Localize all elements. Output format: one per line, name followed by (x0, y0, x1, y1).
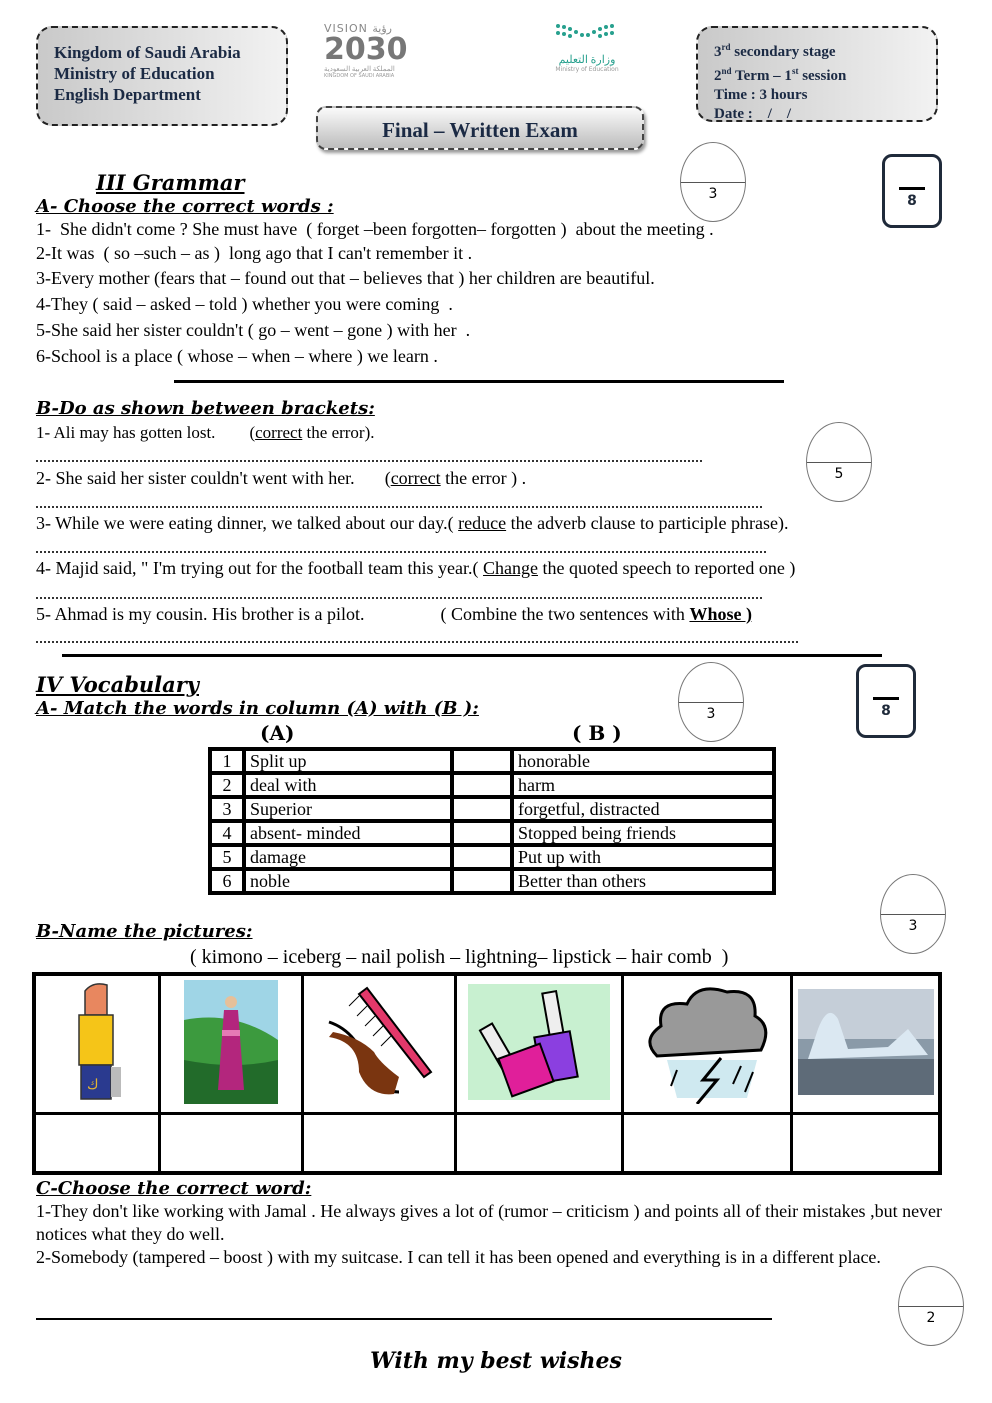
grammar-heading: III Grammar (96, 170, 245, 195)
grammar-b-score-oval: 5 (806, 422, 872, 502)
answer-cell[interactable] (452, 869, 512, 893)
answer-line-3[interactable] (36, 551, 766, 553)
answer-cell[interactable] (303, 1114, 456, 1174)
iceberg-image (792, 974, 941, 1114)
nail-polish-icon (468, 984, 610, 1100)
stage-label: 3rd secondary stage (714, 42, 836, 60)
grammar-a-item-6: 6-School is a place ( whose – when – where ) we learn . (36, 346, 438, 366)
answer-line-4[interactable] (36, 597, 762, 599)
moe-dots-icon (552, 22, 618, 48)
lipstick-icon (67, 981, 127, 1103)
vocab-c-item-1: 1-They don't like working with Jamal . He always gives a lot of (rumor – criticism ) and points all of their mistakes ,but never notices what they do well. (36, 1201, 943, 1244)
vocab-total-score-box: 8 (856, 664, 916, 738)
answer-cell[interactable] (34, 1114, 160, 1174)
vocabulary-heading: IV Vocabulary (36, 672, 199, 697)
answer-cell[interactable] (452, 821, 512, 845)
date-label: Date : / / (714, 106, 792, 122)
nail-polish-image (456, 974, 623, 1114)
department-label: English Department (54, 85, 201, 104)
grammar-b-item-2: 2- She said her sister couldn't went with her. (correct the error ) . (36, 468, 527, 488)
vision-2030-logo (324, 22, 416, 86)
vision-sub-en: KINGDOM OF SAUDI ARABIA (324, 73, 395, 79)
grammar-total-score-box: 8 (882, 154, 942, 228)
kingdom-label: Kingdom of Saudi Arabia (54, 43, 241, 62)
grammar-a-item-1: 1- She didn't come ? She must have ( forget –been forgotten– forgotten ) about the meeting . (36, 219, 714, 239)
grammar-a-item-5: 5-She said her sister couldn't ( go – went – gone ) with her . (36, 320, 471, 340)
table-row: 4 absent- minded Stopped being friends (210, 821, 774, 845)
hair-comb-image (303, 974, 456, 1114)
answer-line-1[interactable] (36, 460, 702, 462)
closing-message: With my best wishes (370, 1348, 622, 1374)
grammar-a-score-oval: 3 (680, 142, 746, 222)
iceberg-icon (798, 989, 934, 1095)
vision-arabic: رؤية (372, 22, 392, 35)
answer-cell[interactable] (623, 1114, 792, 1174)
vision-text: VISION (324, 22, 368, 35)
kimono-image (160, 974, 303, 1114)
vocab-c-score-oval: 2 (898, 1266, 964, 1346)
answer-cell[interactable] (452, 797, 512, 821)
answer-line-2[interactable] (36, 506, 762, 508)
moe-arabic: وزارة التعليم (558, 54, 616, 66)
exam-info-box (696, 26, 938, 122)
moe-english: Ministry of Education (555, 66, 619, 73)
separator-line (36, 1318, 772, 1320)
school-info-box (36, 26, 288, 126)
vocab-part-b-heading: B-Name the pictures: (36, 921, 253, 942)
grammar-b-item-3: 3- While we were eating dinner, we talked about our day.( reduce the adverb clause to participle phrase). (36, 513, 789, 533)
word-bank: ( kimono – iceberg – nail polish – lightning– lipstick – hair comb ) (190, 946, 729, 968)
answer-line-5[interactable] (36, 641, 798, 643)
separator-line (174, 380, 784, 383)
ministry-of-education-logo (552, 22, 622, 82)
table-row: 5 damage Put up with (210, 845, 774, 869)
answer-cell[interactable] (452, 773, 512, 797)
separator-line (62, 654, 882, 657)
grammar-b-item-1: 1- Ali may has gotten lost. (correct the error). (36, 423, 375, 442)
lipstick-image (34, 974, 160, 1114)
pictures-row (34, 974, 940, 1114)
answer-cell[interactable] (456, 1114, 623, 1174)
grammar-part-b-heading: B-Do as shown between brackets: (36, 398, 375, 419)
vocab-c-item-2: 2-Somebody (tampered – boost ) with my suitcase. I can tell it has been opened and everything is in a different place. (36, 1247, 881, 1267)
time-label: Time : 3 hours (714, 87, 808, 103)
picture-answer-row (34, 1114, 940, 1174)
grammar-a-item-3: 3-Every mother (fears that – found out that – believes that ) her children are beautiful. (36, 268, 655, 288)
answer-cell[interactable] (452, 749, 512, 773)
vocab-b-score-oval: 3 (880, 874, 946, 954)
vision-year: 2030 (324, 32, 408, 67)
grammar-b-item-4: 4- Majid said, " I'm trying out for the football team this year.( Change the quoted speech to reported one ) (36, 558, 796, 578)
vision-sub-ar: المملكة العربية السعودية (324, 65, 395, 73)
term-label: 2nd Term – 1st session (714, 66, 847, 84)
grammar-part-a-heading: A- Choose the correct words : (36, 196, 334, 217)
table-row: 2 deal with harm (210, 773, 774, 797)
exam-title: Final – Written Exam (316, 106, 644, 150)
table-row: 6 noble Better than others (210, 869, 774, 893)
pictures-table (32, 972, 942, 1175)
svg-text:ك: ك (87, 1077, 99, 1093)
grammar-b-item-5: 5- Ahmad is my cousin. His brother is a pilot. ( Combine the two sentences with Whose ) (36, 604, 752, 624)
answer-cell[interactable] (452, 845, 512, 869)
table-row: 1 Split up honorable (210, 749, 774, 773)
table-row: 3 Superior forgetful, distracted (210, 797, 774, 821)
matching-table (208, 747, 776, 895)
column-a-header: (A) (260, 721, 295, 745)
kimono-icon (184, 980, 278, 1104)
lightning-icon (637, 980, 777, 1104)
grammar-a-item-2: 2-It was ( so –such – as ) long ago that I can't remember it . (36, 243, 473, 263)
lightning-image (623, 974, 792, 1114)
answer-cell[interactable] (792, 1114, 941, 1174)
answer-cell[interactable] (160, 1114, 303, 1174)
vocab-part-c-heading: C-Choose the correct word: (36, 1178, 312, 1199)
grammar-a-item-4: 4-They ( said – asked – told ) whether you were coming . (36, 294, 453, 314)
vocab-part-a-heading: A- Match the words in column (A) with (B ): (36, 698, 479, 719)
ministry-label: Ministry of Education (54, 64, 215, 83)
hair-comb-icon (319, 982, 439, 1102)
vocab-a-score-oval: 3 (678, 662, 744, 742)
column-b-header: ( B ) (572, 721, 622, 745)
